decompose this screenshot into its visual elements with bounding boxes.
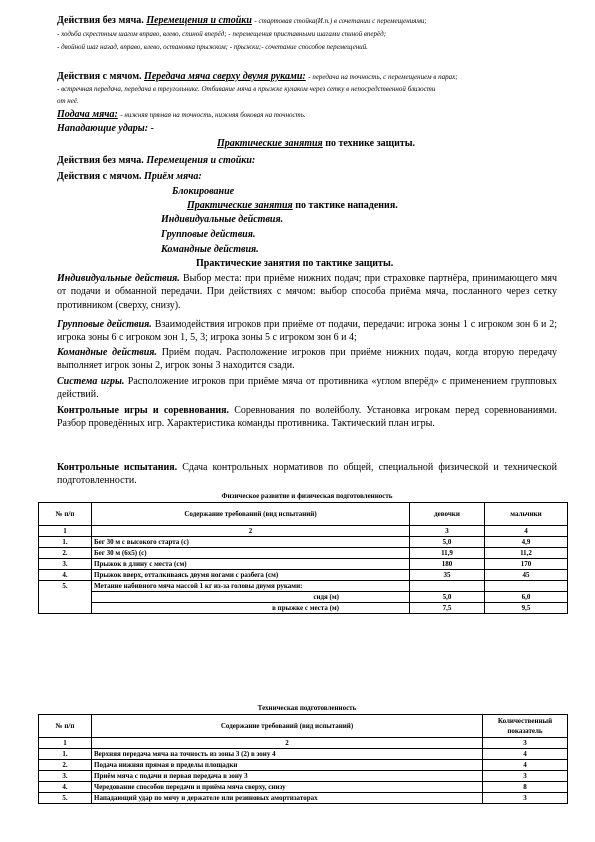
num-cell: 2 xyxy=(92,526,410,537)
line-group: Групповые действия. xyxy=(161,229,256,240)
heading-att-tac-b: по тактике нападения. xyxy=(292,200,398,211)
row-req: Прыжок вверх, отталкиваясь двумя ногами с разбега (см) xyxy=(92,570,410,581)
serve-line xyxy=(57,108,306,122)
row-qty: 4 xyxy=(483,749,568,760)
table-row xyxy=(39,749,568,760)
pass-note-3: от неё. xyxy=(57,97,79,105)
line-individual: Индивидуальные действия. xyxy=(161,214,284,225)
para-group-a: Групповые действия. xyxy=(57,319,152,330)
row-no: 5. xyxy=(39,581,92,614)
para-group-b: Взаимодействия игроков при приёме от подачи, передачи: игрока зоны 1 с игроком зон 6 и 2; игрока зоны 6 с игроком зон 1, 5, 3; игрока зоны 5 с игроком зон 6 и 4; xyxy=(57,319,557,344)
para-games xyxy=(57,404,557,431)
num-cell: 4 xyxy=(485,526,568,537)
table-subrow xyxy=(39,603,568,614)
moves-head: Действия без мяча. xyxy=(57,15,144,26)
subrow-girls: 5,0 xyxy=(410,592,485,603)
line-ball xyxy=(57,170,202,183)
row-no: 4. xyxy=(39,570,92,581)
row-req: Подача нижняя прямая в пределы площадки xyxy=(92,760,483,771)
subrow-boys: 6,0 xyxy=(485,592,568,603)
table-row xyxy=(39,570,568,581)
pass-note-2: - встречная передача, передача в треугольнике. Отбивание мяча в прыжке кулаком через сетку в непосредственной близости xyxy=(57,85,436,93)
row-qty: 4 xyxy=(483,760,568,771)
num-cell: 1 xyxy=(39,526,92,537)
col-qty-header: Количественный показатель xyxy=(483,715,568,738)
col-no-header: № п/п xyxy=(39,503,92,526)
line-moves-a: Действия без мяча. xyxy=(57,155,144,166)
para-group xyxy=(57,318,557,345)
section-moves xyxy=(57,14,427,28)
heading-def-tech-a: Практические занятия xyxy=(217,138,323,149)
num-cell: 3 xyxy=(483,738,568,749)
num-cell: 1 xyxy=(39,738,92,749)
col-req-header: Содержание требований (вид испытаний) xyxy=(92,715,483,738)
table-row xyxy=(39,782,568,793)
row-girls xyxy=(410,581,485,592)
table-physical xyxy=(38,502,568,614)
heading-def-tac: Практические занятия по тактике защиты. xyxy=(196,258,394,269)
row-req: Метание набивного мяча массой 1 кг из-за головы двумя руками: xyxy=(92,581,410,592)
row-no: 3. xyxy=(39,771,92,782)
line-team: Командные действия. xyxy=(161,244,259,255)
line-ball-a: Действия с мячом. xyxy=(57,171,142,182)
num-cell: 2 xyxy=(92,738,483,749)
row-girls: 11,9 xyxy=(410,548,485,559)
para-system-b: Расположение игроков при приёме мяча от противника «углом вперёд» с применением групповых действий. xyxy=(57,376,557,401)
table-number-row xyxy=(39,738,568,749)
table-row xyxy=(39,537,568,548)
table-row xyxy=(39,793,568,804)
subrow-girls: 7,5 xyxy=(410,603,485,614)
heading-att-tac-a: Практические занятия xyxy=(187,200,293,211)
row-qty: 3 xyxy=(483,793,568,804)
table2-caption: Техническая подготовленность xyxy=(257,704,357,712)
row-girls: 5,0 xyxy=(410,537,485,548)
heading-def-tech-b: по технике защиты. xyxy=(322,138,416,149)
col-req-header: Содержание требований (вид испытаний) xyxy=(92,503,410,526)
line-moves xyxy=(57,154,255,167)
row-girls: 35 xyxy=(410,570,485,581)
para-team-b: Приём подач. Расположение игроков при приёме нижних подач, когда вторую передачу выполняет игрок зоны 2, игрок зоны 3 находится сзади. xyxy=(57,347,557,372)
table-row xyxy=(39,581,568,592)
table-number-row xyxy=(39,526,568,537)
table-row xyxy=(39,548,568,559)
pass-head: Действия с мячом. xyxy=(57,71,142,82)
serve-head: Подача мяча: xyxy=(57,109,118,120)
row-req: Приём мяча с подачи и первая передача в зону 3 xyxy=(92,771,483,782)
row-req: Прыжок в длину с места (см) xyxy=(92,559,410,570)
para-team-a: Командные действия. xyxy=(57,347,157,358)
row-no: 1. xyxy=(39,749,92,760)
para-system xyxy=(57,375,557,402)
table1-caption: Физическое развитие и физическая подготовленность xyxy=(221,492,393,500)
row-no: 5. xyxy=(39,793,92,804)
para-system-a: Система игры. xyxy=(57,376,125,387)
row-boys: 4,9 xyxy=(485,537,568,548)
row-boys: 45 xyxy=(485,570,568,581)
col-girls-header: девочки xyxy=(410,503,485,526)
row-no: 1. xyxy=(39,537,92,548)
moves-note-1: - стартовая стойка(И.п.) в сочетании с перемещениями; xyxy=(254,17,427,25)
col-boys-header: мальчики xyxy=(485,503,568,526)
row-no: 2. xyxy=(39,548,92,559)
attack-line: Нападающие удары: - xyxy=(57,123,154,134)
pass-sub: Передача мяча сверху двумя руками: xyxy=(144,71,306,82)
para-games-a: Контрольные игры и соревнования. xyxy=(57,405,230,416)
table-subrow xyxy=(39,592,568,603)
num-cell: 3 xyxy=(410,526,485,537)
line-ball-b: Приём мяча: xyxy=(141,171,202,182)
row-no: 4. xyxy=(39,782,92,793)
row-req: Верхняя передача мяча на точность из зоны 3 (2) в зону 4 xyxy=(92,749,483,760)
serve-note: - нижняя прямая на точность, нижняя боковая на точность. xyxy=(120,111,306,119)
heading-def-tech xyxy=(217,137,415,150)
row-qty: 3 xyxy=(483,771,568,782)
row-girls: 180 xyxy=(410,559,485,570)
moves-note-2: - ходьба скрестным шагом вправо, влево, спиной вперёд; - перемещения приставными шагами спиной вперёд; xyxy=(57,30,387,38)
table-row xyxy=(39,559,568,570)
row-boys: 11,2 xyxy=(485,548,568,559)
moves-sub: Перемещения и стойки xyxy=(146,15,252,26)
para-tests-b: Сдача контрольных нормативов по общей, специальной физической и технической подготовленности. xyxy=(57,462,557,487)
subrow-req: в прыжке с места (м) xyxy=(92,603,410,614)
row-boys: 170 xyxy=(485,559,568,570)
para-tests xyxy=(57,461,557,488)
table-header-row xyxy=(39,503,568,526)
para-games-b: Соревнования по волейболу. Установка игрокам перед соревнованиями. Разбор проведённых игр. Характеристика команды противника. Тактический план игры. xyxy=(57,405,557,430)
table-row xyxy=(39,771,568,782)
table-header-row xyxy=(39,715,568,738)
row-boys xyxy=(485,581,568,592)
line-moves-b: Перемещения и стойки: xyxy=(143,155,256,166)
section-pass xyxy=(57,70,458,84)
line-block: Блокирование xyxy=(172,186,235,197)
row-req: Бег 30 м (6х5) (с) xyxy=(92,548,410,559)
row-qty: 8 xyxy=(483,782,568,793)
para-tests-a: Контрольные испытания. xyxy=(57,462,178,473)
heading-att-tac xyxy=(187,199,398,212)
row-req: Чередование способов передачи и приёма мяча сверху, снизу xyxy=(92,782,483,793)
moves-note-3: - двойной шаг назад, вправо, влево, остановка прыжком; - прыжки;- сочетание способов перемещений. xyxy=(57,43,368,51)
subrow-req: сидя (м) xyxy=(92,592,410,603)
row-no: 2. xyxy=(39,760,92,771)
col-no-header: № п/п xyxy=(39,715,92,738)
row-req: Нападающий удар по мячу и держателе или резиновых амортизаторах xyxy=(92,793,483,804)
pass-note-1: - передача на точность, с перемещением в парах; xyxy=(308,73,458,81)
para-individual xyxy=(57,272,557,312)
para-individual-a: Индивидуальные действия. xyxy=(57,273,180,284)
subrow-boys: 9,5 xyxy=(485,603,568,614)
para-team xyxy=(57,346,557,373)
table-technical xyxy=(38,714,568,804)
row-no: 3. xyxy=(39,559,92,570)
row-req: Бег 30 м с высокого старта (с) xyxy=(92,537,410,548)
table-row xyxy=(39,760,568,771)
para-individual-b: Выбор места: при приёме нижних подач; при страховке партнёра, принимающего мяч от подачи и обманной передачи. При действиях с мячом: выбор способа приёма мяча, посланного через сетку противником (сверху, снизу). xyxy=(57,273,557,311)
